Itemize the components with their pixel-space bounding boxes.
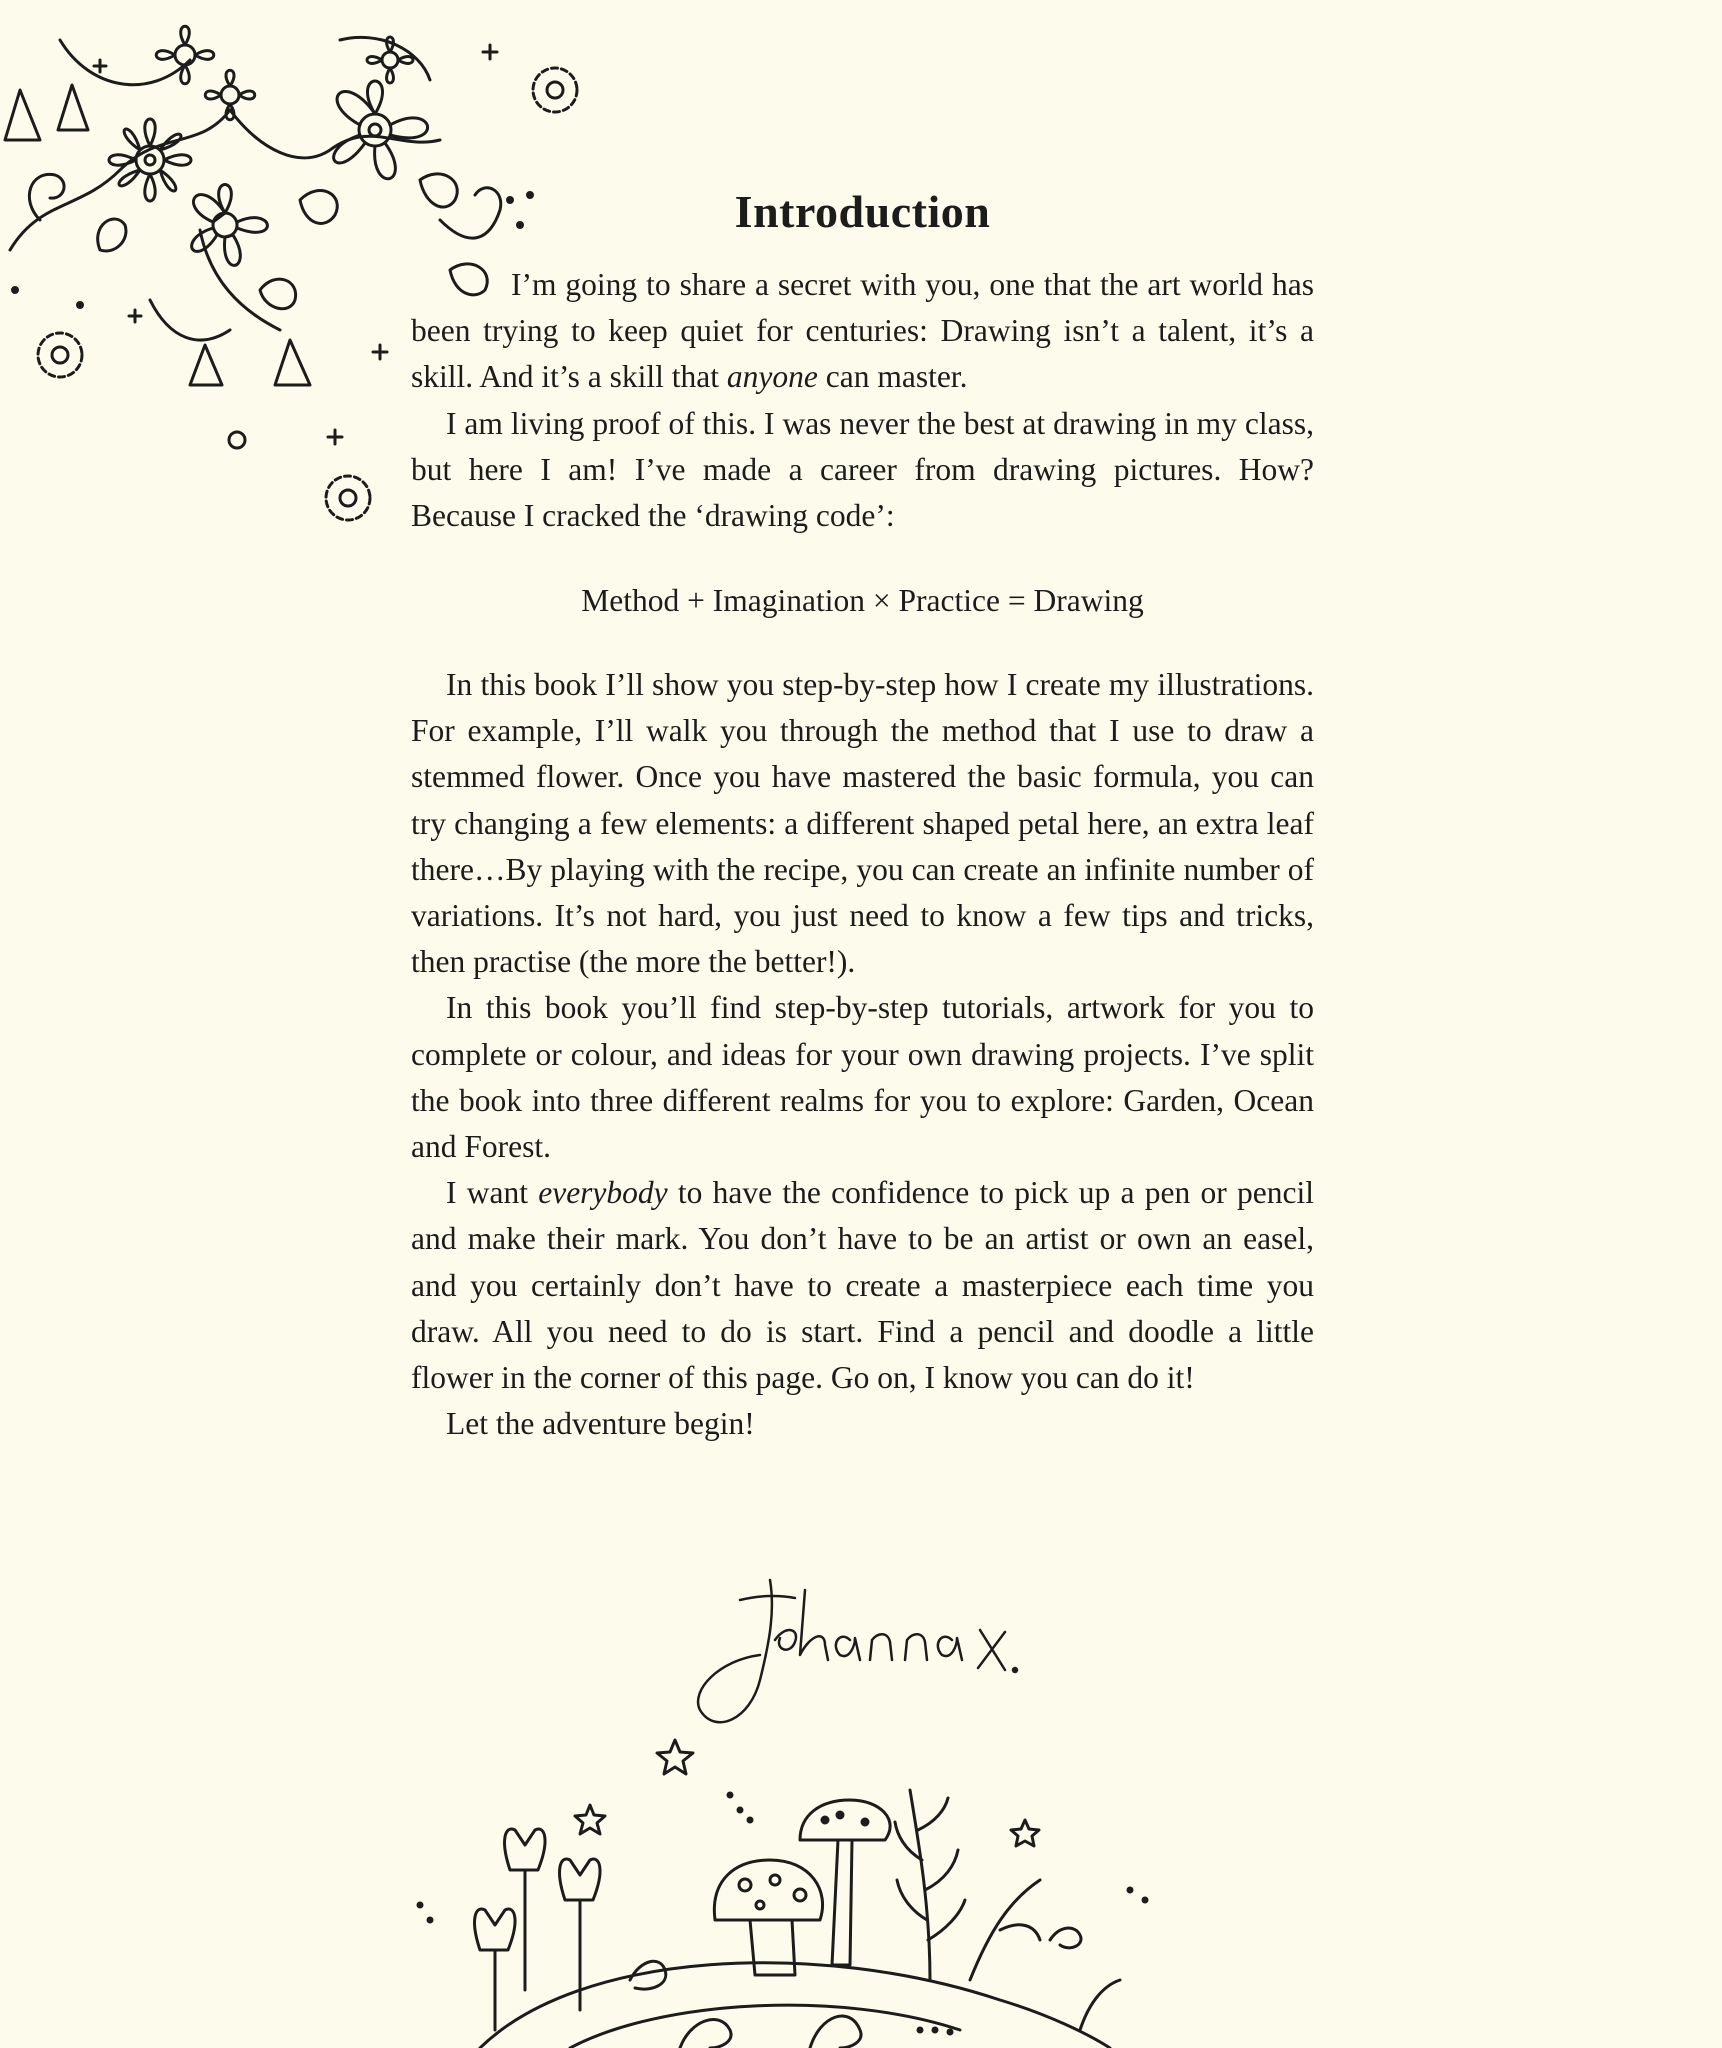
woodland-illustration-icon (400, 1730, 1200, 2048)
paragraph-text: can master. (817, 359, 968, 395)
paragraph-text: I want (446, 1175, 539, 1211)
paragraph-text: to have the confidence to pick up a pen or pencil and make their mark. You don’t have to be an artist or own an easel, and you certainly don’t have to create a masterpiece each time you draw. All you need to do is start. Find a pencil and doodle a little flower in the corner of this page. Go on, I know you can do it! (411, 1175, 1314, 1396)
paragraph (411, 262, 1314, 401)
page-title: Introduction (734, 186, 991, 237)
paragraph: In this book you’ll find step-by-step tutorials, artwork for you to complete or colour, and ideas for your own drawing projects. I’ve split the book into three different realms for you to explore: Garden, Ocean and Forest. (411, 990, 1314, 1165)
intro-text (411, 262, 1314, 539)
paragraph: Let the adventure begin! (446, 1406, 755, 1442)
signature (680, 1570, 1020, 1740)
drawing-formula: Method + Imagination × Practice = Drawing (581, 583, 1144, 618)
paragraph: I am living proof of this. I was never the best at drawing in my class, but here I am! I’ve made a career from drawing pictures. How? Because I cracked the ‘drawing code’: (411, 405, 1314, 534)
paragraph-text: I’m going to share a secret with you, one that the art world has been trying to keep quiet for centuries: Drawing isn’t a talent, it’s a skill. And it’s a skill that (411, 267, 1314, 395)
paragraph (411, 1170, 1314, 1401)
paragraph: In this book I’ll show you step-by-step how I create my illustrations. For example, I’ll walk you through the method that I use to draw a stemmed flower. Once you have mastered the basic formula, you can try changing a few elements: a different shaped petal here, an extra leaf there…By playing with the recipe, you can create an infinite number of variations. It’s not hard, you just need to know a few tips and tricks, then practise (the more the better!). (411, 667, 1314, 980)
main-text (411, 662, 1314, 1447)
emphasis: everybody (538, 1175, 668, 1211)
emphasis: anyone (726, 359, 818, 395)
